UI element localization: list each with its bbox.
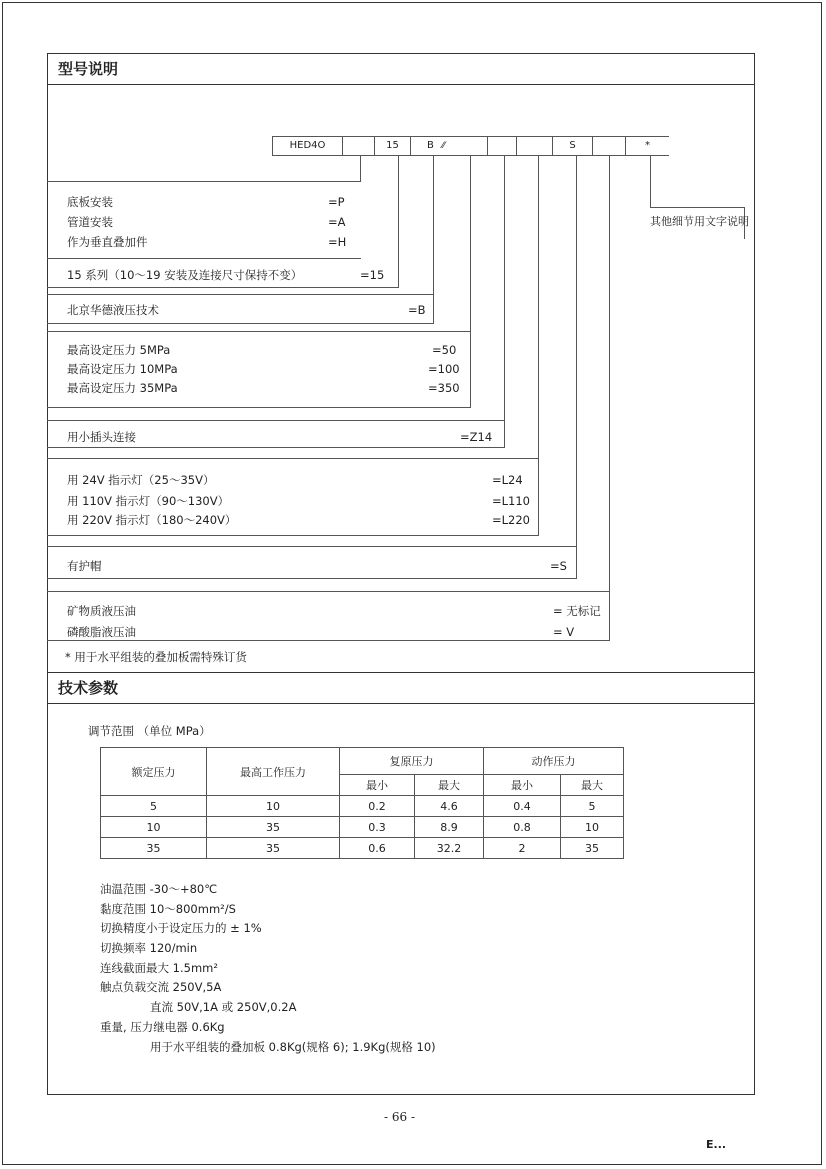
code-cell-maker <box>410 136 488 156</box>
code-cell-maker-text: B <box>427 140 434 151</box>
oil-label: 矿物质液压油 <box>67 604 136 618</box>
page-number: - 66 - <box>384 1110 416 1124</box>
group-divider <box>47 578 577 579</box>
code-cell-lamp <box>516 136 553 156</box>
spec-line: 切换精度小于设定压力的 ± 1% <box>100 921 262 935</box>
lamp-label: 用 24V 指示灯（25～35V） <box>67 473 215 487</box>
header-max: 最大 <box>561 775 624 796</box>
spec-line: 重量, 压力继电器 0.6Kg <box>100 1020 225 1034</box>
other-note: 其他细节用文字说明 <box>650 215 749 228</box>
series-label: 15 系列（10～19 安装及连接尺寸保持不变） <box>67 268 303 282</box>
plug-code: =Z14 <box>460 430 493 444</box>
spec-line: 黏度范围 10～800mm²/S <box>100 902 236 916</box>
table-cell: 0.3 <box>340 817 415 838</box>
group-divider <box>47 407 471 408</box>
header-max: 最大 <box>415 775 484 796</box>
connector-line <box>609 156 610 641</box>
group-top-line <box>47 181 361 182</box>
connector-line <box>538 156 539 536</box>
table-row <box>101 796 624 817</box>
group-divider <box>47 591 610 592</box>
pressure-label: 最高设定压力 35MPa <box>67 381 178 395</box>
table-cell: 32.2 <box>415 838 484 859</box>
connector-line <box>433 156 434 324</box>
table-cell: 0.8 <box>484 817 561 838</box>
plug-label: 用小插头连接 <box>67 430 136 444</box>
range-title: 调节范围 （单位 MPa） <box>88 724 211 738</box>
section-model-title: 型号说明 <box>47 53 755 85</box>
connector-line <box>398 156 399 288</box>
table-row <box>101 817 624 838</box>
header-min: 最小 <box>484 775 561 796</box>
mount-label: 管道安装 <box>67 215 113 229</box>
table-cell: 10 <box>561 817 624 838</box>
table-cell: 10 <box>207 796 340 817</box>
connector-line <box>360 156 361 182</box>
code-cell-cap: S <box>552 136 593 156</box>
corner-mark: E... <box>706 1138 727 1151</box>
header-min: 最小 <box>340 775 415 796</box>
header-rated: 额定压力 <box>101 748 207 796</box>
header-reset: 复原压力 <box>340 748 484 775</box>
pressure-label: 最高设定压力 10MPa <box>67 362 178 376</box>
lamp-label: 用 110V 指示灯（90～130V） <box>67 494 230 508</box>
slash-mark: ⁄⁄ <box>441 141 445 151</box>
pressure-label: 最高设定压力 5MPa <box>67 343 171 357</box>
lamp-label: 用 220V 指示灯（180～240V） <box>67 513 237 527</box>
group-divider <box>47 287 399 288</box>
oil-code: = 无标记 <box>553 604 601 618</box>
group-divider <box>47 640 610 641</box>
oil-code: = V <box>553 625 575 639</box>
section-params-title: 技术参数 <box>47 672 755 704</box>
table-cell: 10 <box>101 817 207 838</box>
cap-label: 有护帽 <box>67 559 102 573</box>
group-divider <box>47 258 361 259</box>
header-max-work: 最高工作压力 <box>207 748 340 796</box>
code-cell-type: HED4O <box>272 136 343 156</box>
spec-line: 连线截面最大 1.5mm² <box>100 961 218 975</box>
code-cell-oil <box>592 136 626 156</box>
footnote: * 用于水平组装的叠加板需特殊订货 <box>65 650 247 664</box>
connector-line <box>470 156 471 408</box>
oil-label: 磷酸脂液压油 <box>67 625 136 639</box>
table-cell: 5 <box>101 796 207 817</box>
group-divider <box>47 331 471 332</box>
table-cell: 8.9 <box>415 817 484 838</box>
pressure-code: =350 <box>428 381 460 395</box>
group-divider <box>47 546 577 547</box>
code-cell-series: 15 <box>374 136 411 156</box>
mount-label: 底板安装 <box>67 195 113 209</box>
table-cell: 0.4 <box>484 796 561 817</box>
table-cell: 35 <box>207 817 340 838</box>
table-cell: 35 <box>207 838 340 859</box>
table-row <box>101 838 624 859</box>
series-code: =15 <box>360 268 385 282</box>
group-divider <box>47 294 434 295</box>
header-action: 动作压力 <box>484 748 624 775</box>
mount-code: =A <box>328 215 346 229</box>
table-cell: 5 <box>561 796 624 817</box>
params-table <box>100 747 624 859</box>
pressure-code: =100 <box>428 362 460 376</box>
table-cell: 4.6 <box>415 796 484 817</box>
group-divider <box>47 323 434 324</box>
group-divider <box>47 458 539 459</box>
table-cell: 0.6 <box>340 838 415 859</box>
connector-line <box>650 156 651 208</box>
lamp-code: =L220 <box>492 513 530 527</box>
cap-code: =S <box>550 559 567 573</box>
table-cell: 35 <box>561 838 624 859</box>
model-description-box <box>47 84 755 673</box>
pressure-code: =50 <box>432 343 457 357</box>
group-divider <box>47 447 505 448</box>
mount-code: =P <box>328 195 345 209</box>
spec-line: 用于水平组装的叠加板 0.8Kg(规格 6); 1.9Kg(规格 10) <box>150 1040 436 1054</box>
maker-label: 北京华德液压技术 <box>67 303 159 317</box>
lamp-code: =L110 <box>492 494 530 508</box>
spec-line: 切换频率 120/min <box>100 941 198 955</box>
code-cell-plug <box>487 136 517 156</box>
code-cell-other: * <box>625 136 669 156</box>
maker-code: =B <box>408 303 426 317</box>
mount-label: 作为垂直叠加件 <box>67 235 148 249</box>
group-divider <box>47 420 505 421</box>
spec-line: 触点负载交流 250V,5A <box>100 980 222 994</box>
mount-code: =H <box>328 235 347 249</box>
spec-line: 直流 50V,1A 或 250V,0.2A <box>150 1000 297 1014</box>
connector-line <box>504 156 505 448</box>
connector-line <box>650 207 745 208</box>
table-cell: 35 <box>101 838 207 859</box>
table-cell: 2 <box>484 838 561 859</box>
table-cell: 0.2 <box>340 796 415 817</box>
group-divider <box>47 535 539 536</box>
connector-line <box>576 156 577 579</box>
code-cell-mount <box>342 136 375 156</box>
spec-line: 油温范围 -30～+80℃ <box>100 882 218 896</box>
lamp-code: =L24 <box>492 473 523 487</box>
